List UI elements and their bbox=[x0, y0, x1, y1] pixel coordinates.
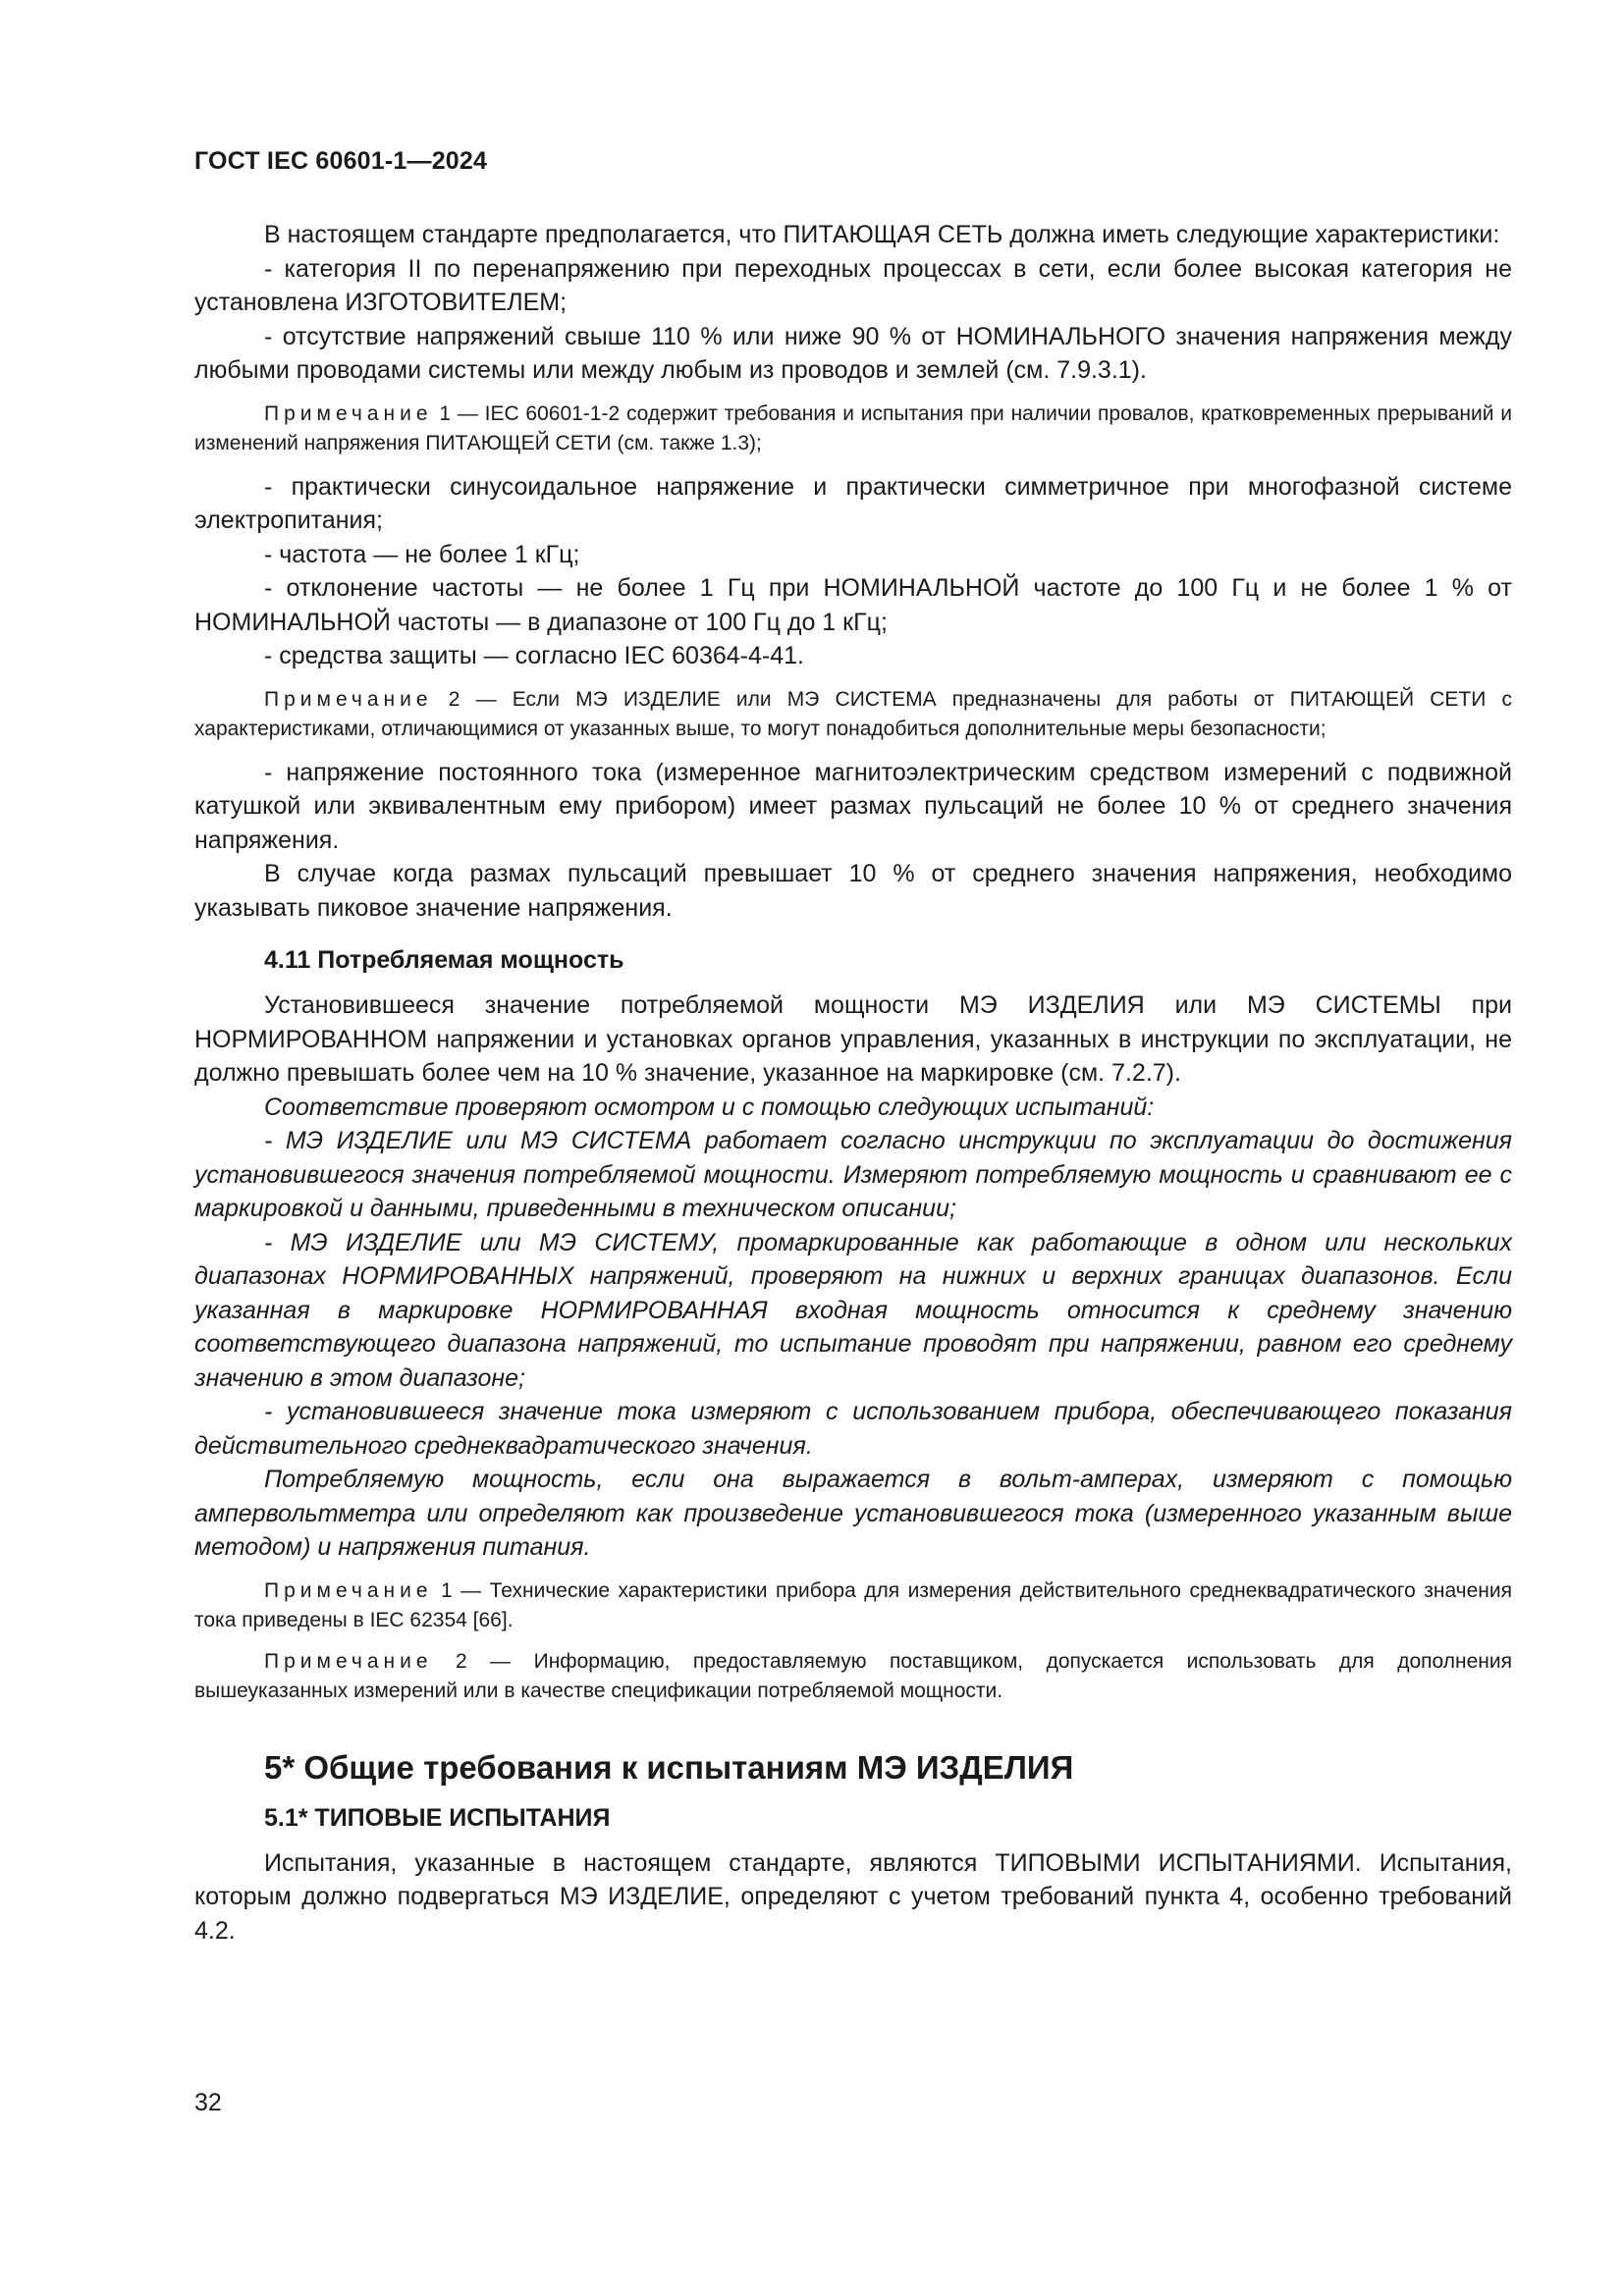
compliance-text: Соответствие проверяют осмотром и с помощью следующих испытаний: bbox=[264, 1093, 1155, 1121]
note-text: 2 — Информацию, предоставляемую поставщиком, допускается использовать для дополнения вышеуказанных измерений или в качестве спецификации потребляемой мощности. bbox=[194, 1649, 1512, 1702]
note bbox=[194, 400, 1512, 458]
compliance-item: - МЭ ИЗДЕЛИЕ или МЭ СИСТЕМУ, промаркированные как работающие в одном или нескольких диапазонах НОРМИРОВАННЫХ напряжений, проверяют на нижних и верхних границах диапазонов. Если указанная в маркировке НОРМИРОВАННАЯ входная мощность относится к среднему значению соответствующего диапазона напряжений, то испытание проводят при напряжении, равном его среднему значению в этом диапазоне; bbox=[194, 1228, 1512, 1392]
paragraph: Установившееся значение потребляемой мощности МЭ ИЗДЕЛИЯ или МЭ СИСТЕМЫ при НОРМИРОВАННОМ напряжении и установках органов управления, указанных в инструкции по эксплуатации, не должно превышать более чем на 10 % значение, указанное на маркировке (см. 7.2.7). bbox=[194, 991, 1512, 1087]
note-text: 1 — Технические характеристики прибора для измерения действительного среднеквадратического значения тока приведены в IEC 62354 [66]. bbox=[194, 1578, 1512, 1631]
note-text: 1 — IEC 60601-1-2 содержит требования и испытания при наличии провалов, кратковременных прерываний и изменений напряжения ПИТАЮЩЕЙ СЕТИ (см. также 1.3); bbox=[194, 401, 1512, 454]
note-label: Примечание bbox=[264, 1649, 433, 1673]
list-item: - напряжение постоянного тока (измеренное магнитоэлектрическим средством измерений с подвижной катушкой или эквивалентным ему прибором) имеет размах пульсаций не более 10 % от среднего значения напряжения. bbox=[194, 758, 1512, 854]
note-label: Примечание bbox=[264, 687, 433, 711]
list-item: - средства защиты — согласно IEC 60364-4-41. bbox=[264, 642, 804, 669]
paragraph: В настоящем стандарте предполагается, что ПИТАЮЩАЯ СЕТЬ должна иметь следующие характеристики: bbox=[264, 221, 1500, 248]
note bbox=[194, 1647, 1512, 1706]
list-item: - частота — не более 1 кГц; bbox=[264, 540, 580, 568]
section-heading-5-1: 5.1* ТИПОВЫЕ ИСПЫТАНИЯ bbox=[264, 1803, 611, 1832]
section-heading-5: 5* Общие требования к испытаниям МЭ ИЗДЕЛИЯ bbox=[264, 1748, 1074, 1786]
note-text: 2 — Если МЭ ИЗДЕЛИЕ или МЭ СИСТЕМА предназначены для работы от ПИТАЮЩЕЙ СЕТИ с характеристиками, отличающимися от указанных выше, то могут понадобиться дополнительные меры безопасности; bbox=[194, 687, 1512, 740]
page-number: 32 bbox=[194, 2089, 222, 2116]
list-item: - отсутствие напряжений свыше 110 % или ниже 90 % от НОМИНАЛЬНОГО значения напряжения между любыми проводами системы или между любым из проводов и землей (см. 7.9.3.1). bbox=[194, 322, 1512, 384]
compliance-text: Потребляемую мощность, если она выражается в вольт-амперах, измеряют с помощью ампервольтметра или определяют как произведение установившегося тока (измеренного указанным выше методом) и напряжения питания. bbox=[194, 1466, 1512, 1561]
note-label: Примечание bbox=[264, 1578, 433, 1602]
section-heading-4-11: 4.11 Потребляемая мощность bbox=[264, 946, 624, 974]
note-label: Примечание bbox=[264, 401, 433, 425]
list-item: - категория II по перенапряжению при переходных процессах в сети, если более высокая категория не установлена ИЗГОТОВИТЕЛЕМ; bbox=[194, 254, 1512, 316]
note bbox=[194, 685, 1512, 744]
paragraph: В случае когда размах пульсаций превышает 10 % от среднего значения напряжения, необходимо указывать пиковое значение напряжения. bbox=[194, 860, 1512, 922]
compliance-item: - МЭ ИЗДЕЛИЕ или МЭ СИСТЕМА работает согласно инструкции по эксплуатации до достижения установившегося значения потребляемой мощности. Измеряют потребляемую мощность и сравнивают ее с маркировкой и данными, приведенными в техническом описании; bbox=[194, 1127, 1512, 1222]
paragraph: Испытания, указанные в настоящем стандарте, являются ТИПОВЫМИ ИСПЫТАНИЯМИ. Испытания, которым должно подвергаться МЭ ИЗДЕЛИЕ, определяют с учетом требований пункта 4, особенно требований 4.2. bbox=[194, 1848, 1512, 1945]
list-item: - практически синусоидальное напряжение и практически симметричное при многофазной системе электропитания; bbox=[194, 472, 1512, 534]
note bbox=[194, 1576, 1512, 1635]
document-header: ГОСТ IEC 60601-1—2024 bbox=[194, 147, 488, 175]
document-body bbox=[194, 218, 1512, 1948]
compliance-item: - установившееся значение тока измеряют с использованием прибора, обеспечивающего показания действительного среднеквадратического значения. bbox=[194, 1398, 1512, 1460]
list-item: - отклонение частоты — не более 1 Гц при НОМИНАЛЬНОЙ частоте до 100 Гц и не более 1 % от НОМИНАЛЬНОЙ частоты — в диапазоне от 100 Гц до 1 кГц; bbox=[194, 574, 1512, 636]
